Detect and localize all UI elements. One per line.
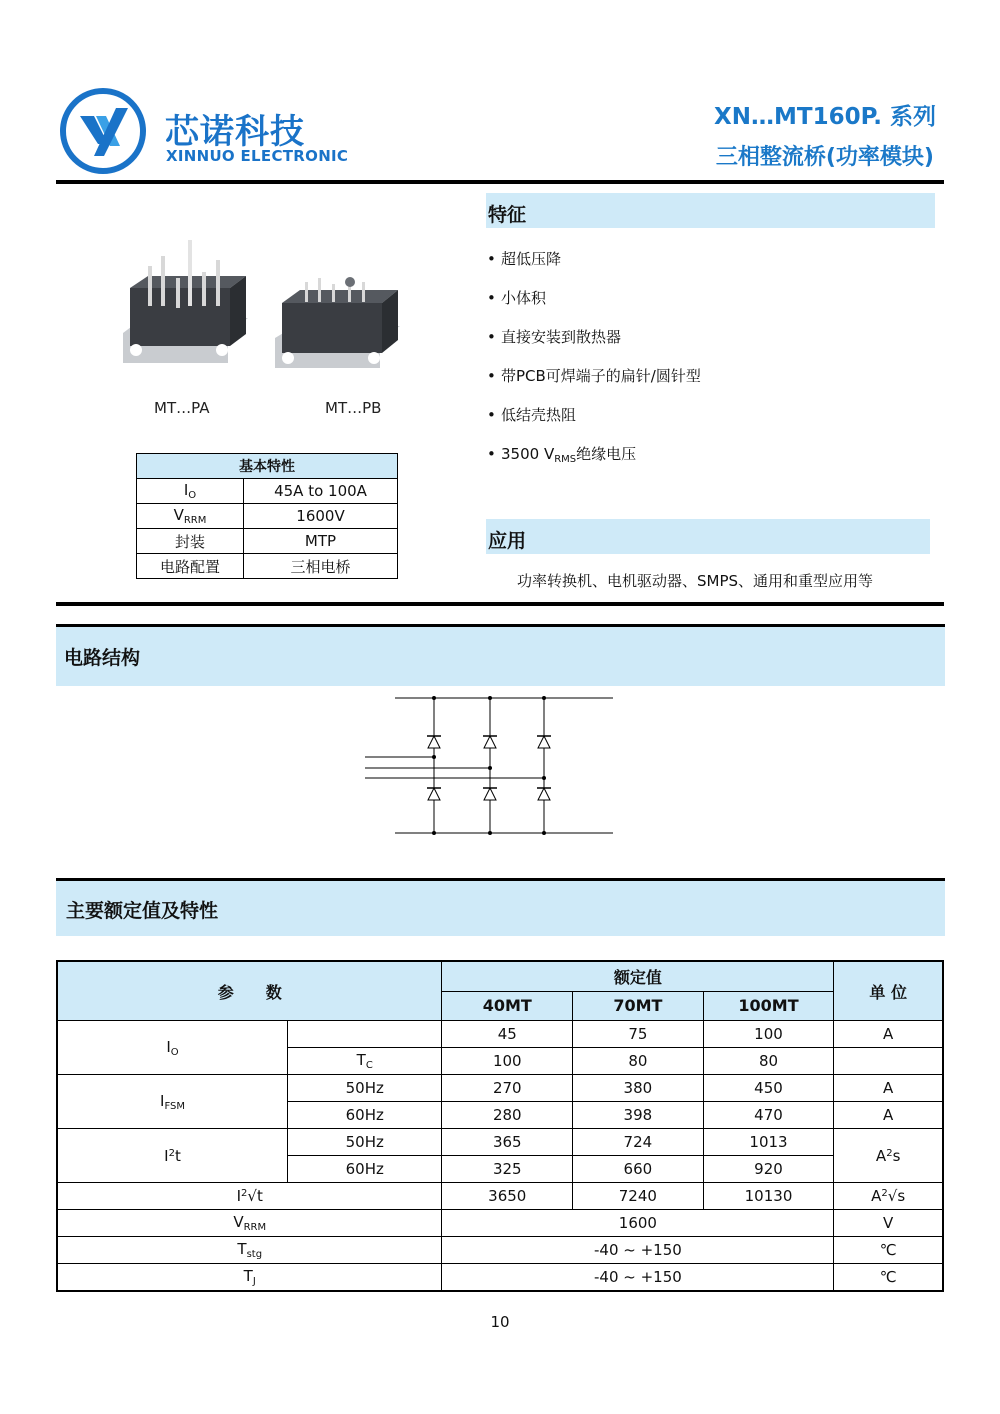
table-row: $I_O$ 45 75 100 A xyxy=(57,1021,943,1048)
head-model: 100MT xyxy=(703,991,834,1020)
series-title: XN…MT160P. 系列 xyxy=(714,104,936,130)
feature-item: • 带PCB可焊端子的扁针/圆针型 xyxy=(487,367,701,385)
application-title: 应用 xyxy=(488,530,527,552)
ratings-title: 主要额定值及特性 xyxy=(66,900,219,922)
param-tstg: $T_{stg}$ xyxy=(57,1237,442,1264)
feature-item: • 3500 $V_{RMS}$绝缘电压 xyxy=(487,445,637,465)
param-ifsm: $I_{FSM}$ xyxy=(57,1075,288,1129)
brand-name-cn: 芯诺科技 xyxy=(165,112,305,152)
xinnuo-logo-icon xyxy=(58,86,148,176)
header-divider xyxy=(56,180,944,184)
cond-tc: $T_C$ xyxy=(288,1048,442,1075)
module-pa-label: MT…PA xyxy=(154,399,210,417)
head-model: 40MT xyxy=(442,991,573,1020)
table-row xyxy=(137,504,398,529)
basic-value-vrrm: 1600V xyxy=(244,504,398,529)
circuit-bar xyxy=(56,624,945,686)
feature-item: • 小体积 xyxy=(487,289,547,307)
table-row: $I^2√t$ 3650 7240 10130 $A^2√s$ xyxy=(57,1183,943,1210)
table-row: $I_{FSM}$ 50Hz 270 380 450 A xyxy=(57,1075,943,1102)
table-row: $V_{RRM}$ 1600 V xyxy=(57,1210,943,1237)
basic-value-package: MTP xyxy=(244,529,398,554)
table-row xyxy=(137,554,398,579)
basic-param-vrrm: $V_{RRM}$ xyxy=(137,504,244,529)
product-subtitle: 三相整流桥(功率模块) xyxy=(715,145,934,170)
feature-item: • 低结壳热阻 xyxy=(487,406,577,424)
head-rated: 额定值 xyxy=(442,961,834,991)
basic-characteristics-table xyxy=(136,453,398,579)
basic-param-config: 电路配置 xyxy=(137,554,244,579)
three-phase-bridge-diagram xyxy=(365,694,615,836)
features-title: 特征 xyxy=(488,204,527,226)
table-row: $T_{stg}$ -40 ~ +150 ℃ xyxy=(57,1237,943,1264)
param-i2rt: $I^2√t$ xyxy=(57,1183,442,1210)
module-pb-image xyxy=(270,268,405,378)
features-bar xyxy=(486,193,935,228)
param-io: $I_O$ xyxy=(57,1021,288,1075)
basic-value-config: 三相电桥 xyxy=(244,554,398,579)
table-row: $T_C$ 100 80 80 xyxy=(57,1048,943,1075)
param-i2t: $I^2t$ xyxy=(57,1129,288,1183)
param-tj: $T_J$ xyxy=(57,1264,442,1292)
basic-param-package: 封装 xyxy=(137,529,244,554)
module-pb-label: MT…PB xyxy=(325,399,382,417)
page-number: 10 xyxy=(490,1313,510,1331)
brand-name-en: XINNUO ELECTRONIC xyxy=(166,147,349,165)
table-row: 60Hz 280 398 470 A xyxy=(57,1102,943,1129)
module-pa-image xyxy=(118,238,253,373)
head-param: 参 数 xyxy=(57,961,442,1021)
basic-param-io: $I_O$ xyxy=(137,479,244,504)
circuit-title: 电路结构 xyxy=(64,647,141,669)
table-row xyxy=(137,529,398,554)
table-row xyxy=(137,479,398,504)
unit-i2rt: $A^2√s$ xyxy=(834,1183,943,1210)
table-row: 60Hz 325 660 920 xyxy=(57,1156,943,1183)
section-divider xyxy=(56,602,944,606)
application-bar xyxy=(486,519,930,554)
application-text: 功率转换机、电机驱动器、SMPS、通用和重型应用等 xyxy=(517,572,874,590)
head-model: 70MT xyxy=(573,991,704,1020)
param-vrrm: $V_{RRM}$ xyxy=(57,1210,442,1237)
basic-table-title: 基本特性 xyxy=(137,454,398,479)
feature-item: • 超低压降 xyxy=(487,250,562,268)
basic-value-io: 45A to 100A xyxy=(244,479,398,504)
head-unit: 单 位 xyxy=(834,961,943,1021)
feature-item: • 直接安装到散热器 xyxy=(487,328,622,346)
table-row: $I^2t$ 50Hz 365 724 1013 $A^2s$ xyxy=(57,1129,943,1156)
unit-i2t: $A^2s$ xyxy=(834,1129,943,1183)
ratings-table xyxy=(56,960,944,1292)
table-row: $T_J$ -40 ~ +150 ℃ xyxy=(57,1264,943,1292)
